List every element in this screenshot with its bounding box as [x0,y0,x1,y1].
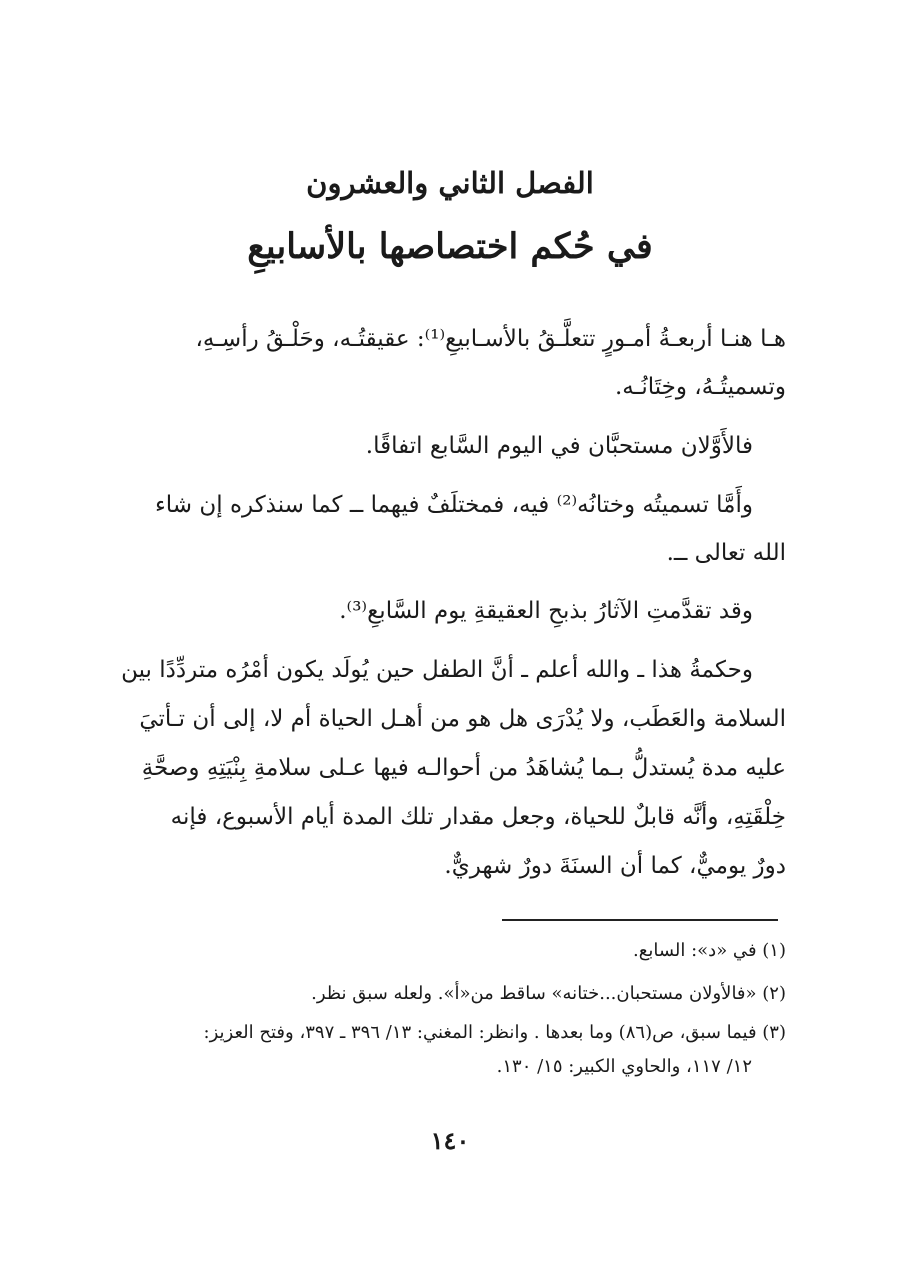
body-line: هـا هنـا أربعـةُ أمـورٍ تتعلَّـقُ بالأسـابيعِ⁽¹⁾: عقيقتُـه، وحَلْـقُ رأسِـهِ، [195,326,786,352]
footnote: (١) في «د»: السابع. [633,940,786,961]
body-line: الله تعالى ــ. [666,540,786,566]
page-number: ١٤٠ [430,1126,470,1155]
body-line: خِلْقَتِهِ، وأنَّه قابلٌ للحياة، وجعل مقدار تلك المدة أيام الأسبوع، فإنه [170,804,786,830]
body-line: وتسميتُـهُ، وخِتَانُـه. [614,374,786,400]
chapter-subtitle: في حُكم اختصاصها بالأسابيعِ [247,226,653,267]
body-line: السلامة والعَطَب، ولا يُدْرَى هل هو من أهـل الحياة أم لا، إلى أن تـأتيَ [139,706,786,732]
footnote-continuation: ١٢/ ١١٧، والحاوي الكبير: ١٥/ ١٣٠. [496,1056,752,1077]
body-line: وأَمَّا تسميتُه وختانُه⁽²⁾ فيه، فمختلَفٌ فيهما ــ كما سنذكره إن شاء [154,492,753,518]
chapter-title: الفصل الثاني والعشرون [306,166,594,200]
body-line: فالأَوَّلان مستحبَّان في اليوم السَّابع اتفاقًا. [365,433,753,459]
footnote: (٢) «فالأولان مستحبان...ختانه» ساقط من«أ». ولعله سبق نظر. [311,983,786,1004]
body-line: دورٌ يوميٌّ، كما أن السنَةَ دورٌ شهريٌّ. [444,853,786,879]
footnote-separator [502,919,778,921]
footnote: (٣) فيما سبق، ص(٨٦) وما بعدها . وانظر: المغني: ١٣/ ٣٩٦ ـ ٣٩٧، وفتح العزيز: [203,1022,786,1043]
body-line: وحكمةُ هذا ـ والله أعلم ـ أنَّ الطفل حين يُولَد يكون أمْرُه متردِّدًا بين [121,657,753,683]
body-line: وقد تقدَّمتِ الآثارُ بذبحِ العقيقةِ يوم السَّابعِ⁽³⁾. [339,598,753,624]
body-line: عليه مدة يُستدلُّ بـما يُشاهَدُ من أحوالـه فيها عـلى سلامةِ بِنْيَتِهِ وصحَّةِ [141,755,786,781]
